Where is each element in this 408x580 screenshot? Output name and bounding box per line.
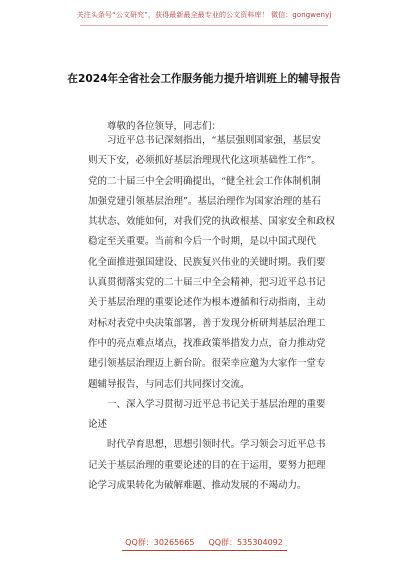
- header-divider: [80, 25, 328, 26]
- body-line: 习近平总书记深刻指出，“基层强则国家强，基层安: [107, 135, 321, 146]
- body-line: 建引领基层治理迈上新台阶。很荣幸应邀为大家作一堂专: [88, 358, 326, 370]
- footer-qq-group-1: QQ群：30265665: [125, 538, 195, 547]
- body-line: 关于基层治理的重要论述作为根本遵循和行动指南，主动: [88, 297, 326, 309]
- footer-qq-group-2: QQ群：535304092: [208, 538, 283, 547]
- body-line: 题辅导报告，与同志们共同探讨交流。: [88, 378, 250, 390]
- body-line: 化全面推进强国建设、民族复兴伟业的关键时期。我们要: [88, 256, 326, 268]
- body-line: 加强党建引领基层治理”。基层治理作为国家治理的基石: [88, 195, 321, 207]
- section-heading: 一、深入学习贯彻习近平总书记关于基层治理的重要: [107, 398, 326, 410]
- body-line: 对标对表党中央决策部署，善于发现分析研判基层治理工: [88, 317, 326, 329]
- section-heading-continued: 论述: [88, 419, 108, 431]
- body-line: 认真贯彻落实党的二十届三中全会精神，把习近平总书记: [88, 277, 326, 289]
- body-line: 作中的亮点难点堵点，找准政策举措发力点，奋力推动党: [88, 337, 326, 349]
- footer-contacts: [0, 537, 408, 548]
- body-line: 其状态、效能如何，对我们党的执政根基、国家安全和政权: [88, 216, 336, 228]
- body-line: 时代孕育思想，思想引领时代。学习领会习近平总书: [107, 439, 326, 451]
- body-line: 记关于基层治理的重要论述的目的在于运用，要努力把理: [88, 459, 326, 471]
- footer-divider: [122, 550, 287, 551]
- salutation: 尊敬的各位领导，同志们：: [107, 121, 222, 132]
- body-line: 论学习成果转化为破解难题、推动发展的不竭动力。: [88, 480, 307, 492]
- document-body: [88, 131, 338, 496]
- body-line: 党的二十届三中全会明确提出，“健全社会工作体制机制: [88, 175, 321, 187]
- body-line: 稳定至关重要。当前和今后一个时期，是以中国式现代: [88, 236, 317, 248]
- header-banner: 关注头条号“公文研究”，获得最新最全最专业的公文资料库！ 微信：gongwenyj: [76, 11, 332, 19]
- body-line: 则天下安，必须抓好基层治理现代化这项基础性工作”。: [88, 155, 321, 167]
- document-title: 在2024年全省社会工作服务能力提升培训班上的辅导报告: [67, 73, 341, 85]
